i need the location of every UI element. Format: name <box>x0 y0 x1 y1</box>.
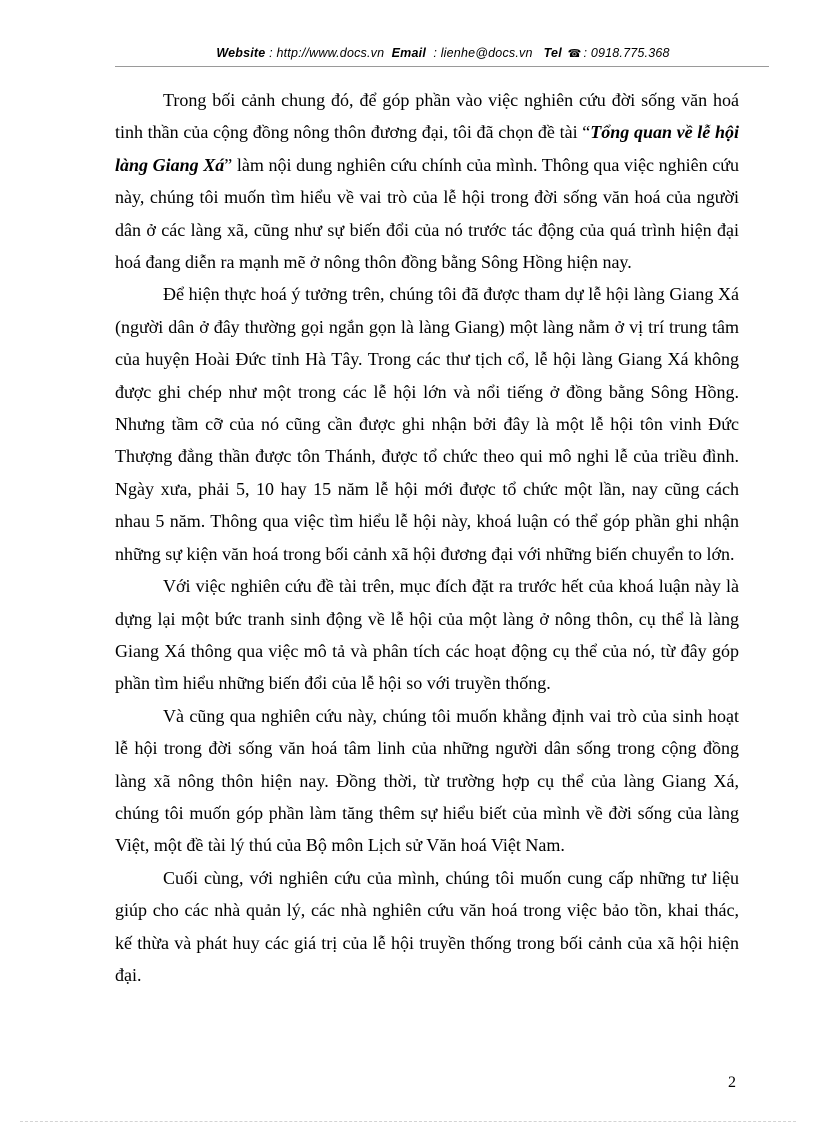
paragraph-4: Và cũng qua nghiên cứu này, chúng tôi muốn khẳng định vai trò của sinh hoạt lễ hội trong đời sống văn hoá tâm linh của những người dân sống trong cộng đồng làng xã nông thôn hiện nay. Đồng thời, từ trường hợp cụ thể của làng Giang Xá, chúng tôi muốn góp phần làm tăng thêm sự hiểu biết của mình về đời sống của làng Việt, một đề tài lý thú của Bộ môn Lịch sử Văn hoá Việt Nam. <box>115 705 739 856</box>
paragraph-1-part-b: ” làm nội dung nghiên cứu chính của mình. Thông qua việc nghiên cứu này, chúng tôi muốn tìm hiểu về vai trò của lễ hội trong đời sống văn hoá của người dân ở các làng xã, cũng như sự biến đổi của nó trước tác động của quá trình hiện đại hoá đang diễn ra mạnh mẽ ở nông thôn đồng bằng Sông Hồng hiện nay. <box>115 154 740 273</box>
header-divider <box>115 66 769 67</box>
paragraph-1 <box>115 84 739 278</box>
paragraph-1-part-a: Trong bối cảnh chung đó, để góp phần vào việc nghiên cứu đời sống văn hoá tinh thần của cộng đồng nông thôn đương đại, tôi đã chọn đề tài “ <box>115 90 739 143</box>
email-value: : lienhe@docs.vn <box>433 46 533 60</box>
paragraph-3: Với việc nghiên cứu đề tài trên, mục đích đặt ra trước hết của khoá luận này là dựng lại một bức tranh sinh động về lễ hội của một làng ở nông thôn, cụ thể là làng Giang Xá thông qua việc mô tả và phân tích các hoạt động cụ thể của nó, từ đây góp phần tìm hiểu những biến đổi của lễ hội so với truyền thống. <box>115 576 739 694</box>
website-label: Website <box>216 46 266 60</box>
page-number: 2 <box>728 1074 736 1091</box>
paragraph-2: Để hiện thực hoá ý tưởng trên, chúng tôi đã được tham dự lễ hội làng Giang Xá (người dân ở đây thường gọi ngắn gọn là làng Giang) một làng nằm ở vị trí trung tâm của huyện Hoài Đức tỉnh Hà Tây. Trong các thư tịch cổ, lễ hội làng Giang Xá không được ghi chép như một trong các lễ hội lớn và nổi tiếng ở đồng bằng Sông Hồng. Nhưng tầm cỡ của nó cũng cần được ghi nhận bởi đây là một lễ hội tôn vinh Đức Thượng đẳng thần được tôn Thánh, được tổ chức theo qui mô nghi lễ của triều đình. Ngày xưa, phải 5, 10 hay 15 năm lễ hội mới được tổ chức một lần, nay cũng cách nhau 5 năm. Thông qua việc tìm hiểu lễ hội này, khoá luận có thể góp phần ghi nhận những sự kiện văn hoá trong bối cảnh xã hội đương đại với những biến chuyển to lớn. <box>115 284 739 564</box>
website-value: : http://www.docs.vn <box>269 46 385 60</box>
tel-label: Tel <box>543 46 562 60</box>
paragraph-5: Cuối cùng, với nghiên cứu của mình, chúng tôi muốn cung cấp những tư liệu giúp cho các nhà quản lý, các nhà nghiên cứu văn hoá trong việc bảo tồn, khai thác, kế thừa và phát huy các giá trị của lễ hội truyền thống trong bối cảnh của xã hội hiện đại. <box>115 867 739 985</box>
thesis-title: Tổng quan về lễ hội làng Giang Xá <box>115 122 739 175</box>
document-body <box>115 84 739 991</box>
tel-value: : 0918.775.368 <box>583 46 670 60</box>
page-header <box>115 46 771 60</box>
phone-icon: ☎ <box>567 48 582 60</box>
page-bottom-border <box>20 1121 796 1122</box>
email-label: Email <box>391 46 426 60</box>
